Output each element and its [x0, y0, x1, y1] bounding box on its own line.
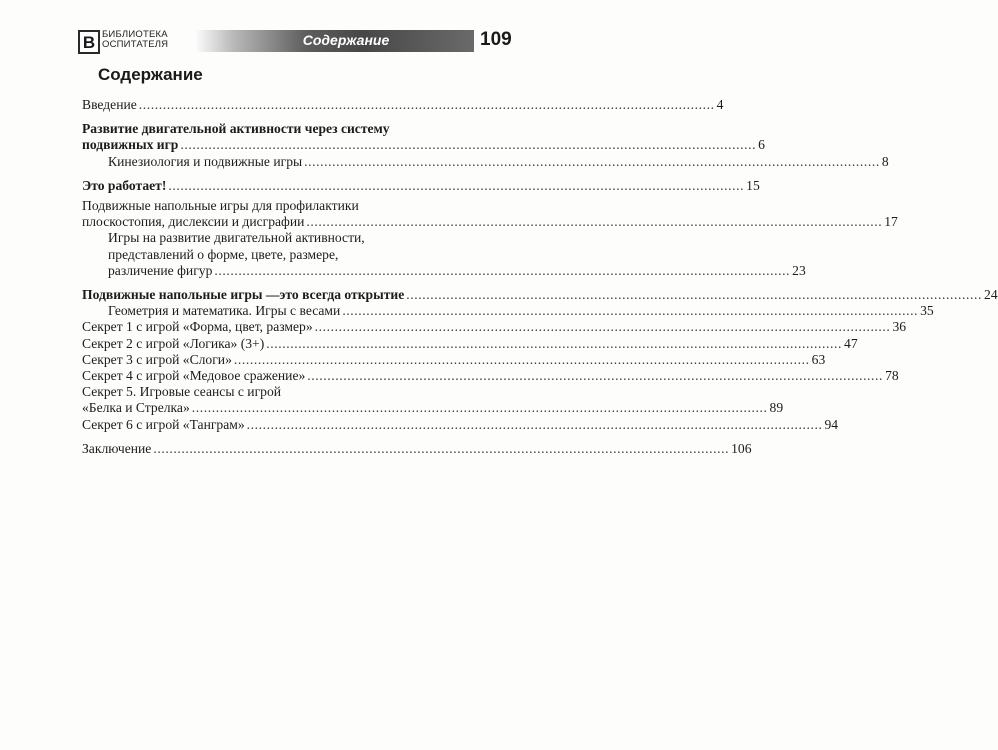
leader-dots: ................................................................................................................................................ [314, 319, 891, 335]
toc-entry[interactable] [82, 351, 826, 368]
toc-entry-title: Это работает! [82, 177, 167, 193]
toc-entry-title: «Белка и Стрелка» [82, 400, 190, 416]
series-logo-icon [78, 30, 100, 54]
toc-entry-page: 94 [824, 416, 839, 432]
toc-entry[interactable] [82, 153, 889, 170]
toc-entry-title-line: представлений о форме, цвете, размере, [108, 246, 339, 262]
toc-entry-page: 78 [885, 368, 899, 384]
table-of-contents [82, 97, 998, 457]
toc-entry-page: 89 [769, 400, 784, 416]
logo-letter: В [82, 32, 96, 52]
leader-dots: ................................................................................................................................................ [304, 153, 880, 169]
leader-dots: ................................................................................................................................................ [342, 303, 919, 319]
toc-entry[interactable] [82, 319, 907, 335]
logo-line-2: ОСПИТАТЕЛЯ [102, 39, 169, 50]
toc-entry[interactable] [82, 230, 806, 279]
toc-entry[interactable] [82, 198, 898, 230]
toc-entry[interactable] [82, 177, 760, 194]
running-header [78, 30, 510, 52]
leader-dots: ................................................................................................................................................ [214, 262, 791, 278]
toc-entry-page: 8 [881, 153, 889, 169]
series-logo-text [102, 30, 192, 50]
leader-dots: ................................................................................................................................................ [306, 214, 883, 230]
toc-entry-title: плоскостопия, дислексии и дисграфии [82, 214, 305, 230]
toc-entry-title: Геометрия и математика. Игры с весами [108, 303, 341, 319]
logo-line-1: БИБЛИОТЕКА [102, 29, 168, 40]
leader-dots: ................................................................................................................................................ [307, 368, 884, 384]
toc-entry-page: 47 [844, 335, 858, 351]
toc-entry-title-line: Подвижные напольные игры для профилактики [82, 198, 359, 214]
leader-dots: ................................................................................................................................................ [180, 137, 757, 153]
toc-entry-title: различение фигур [108, 262, 213, 278]
toc-entry-title: Секрет 4 с игрой «Медовое сражение» [82, 368, 306, 384]
page-number: 109 [480, 29, 512, 50]
toc-entry-page: 24 [984, 287, 998, 303]
toc-entry-title: Введение [82, 97, 137, 112]
toc-entry-page: 23 [792, 262, 806, 278]
toc-entry-title-line: Секрет 5. Игровые сеансы с игрой [82, 384, 282, 400]
toc-entry[interactable] [82, 97, 724, 113]
toc-heading: Содержание [98, 65, 203, 84]
toc-entry[interactable] [82, 303, 934, 319]
toc-entry-title: Заключение [82, 440, 152, 456]
leader-dots: ................................................................................................................................................ [406, 287, 983, 303]
toc-entry-title: Подвижные напольные игры —это всегда открытие [82, 287, 405, 303]
toc-entry-page: 15 [746, 177, 760, 193]
toc-entry-page: 35 [920, 303, 934, 319]
toc-entry-page: 36 [892, 319, 907, 335]
toc-entry-title: подвижных игр [82, 137, 179, 153]
leader-dots: ................................................................................................................................................ [138, 97, 715, 112]
toc-entry[interactable] [82, 416, 839, 433]
toc-entry[interactable] [82, 440, 752, 457]
toc-entry[interactable] [82, 287, 998, 303]
toc-entry-page: 6 [758, 137, 765, 153]
toc-entry-title: Секрет 2 с игрой «Логика» (3+) [82, 335, 265, 351]
toc-entry-title-line: Игры на развитие двигательной активности, [108, 230, 365, 246]
header-section-title: Содержание [302, 32, 390, 48]
leader-dots: ................................................................................................................................................ [233, 351, 810, 367]
leader-dots: ................................................................................................................................................ [246, 416, 823, 432]
toc-entry-title: Секрет 6 с игрой «Танграм» [82, 416, 245, 432]
leader-dots: ................................................................................................................................................ [168, 177, 745, 193]
toc-entry-page: 4 [716, 97, 724, 112]
leader-dots: ................................................................................................................................................ [153, 440, 730, 456]
toc-entry-title: Секрет 3 с игрой «Слоги» [82, 351, 232, 367]
toc-entry-title: Секрет 1 с игрой «Форма, цвет, размер» [82, 319, 313, 335]
leader-dots: ................................................................................................................................................ [191, 400, 768, 416]
toc-entry-page: 63 [811, 351, 826, 367]
toc-entry[interactable] [82, 121, 765, 153]
leader-dots: ................................................................................................................................................ [266, 335, 843, 351]
toc-entry-page: 106 [731, 440, 752, 456]
toc-entry[interactable] [82, 384, 784, 416]
toc-entry[interactable] [82, 335, 858, 352]
toc-entry-title: Кинезиология и подвижные игры [108, 153, 303, 169]
toc-entry-page: 17 [884, 214, 898, 230]
toc-entry[interactable] [82, 368, 899, 384]
toc-entry-title-line: Развитие двигательной активности через систему [82, 121, 390, 137]
